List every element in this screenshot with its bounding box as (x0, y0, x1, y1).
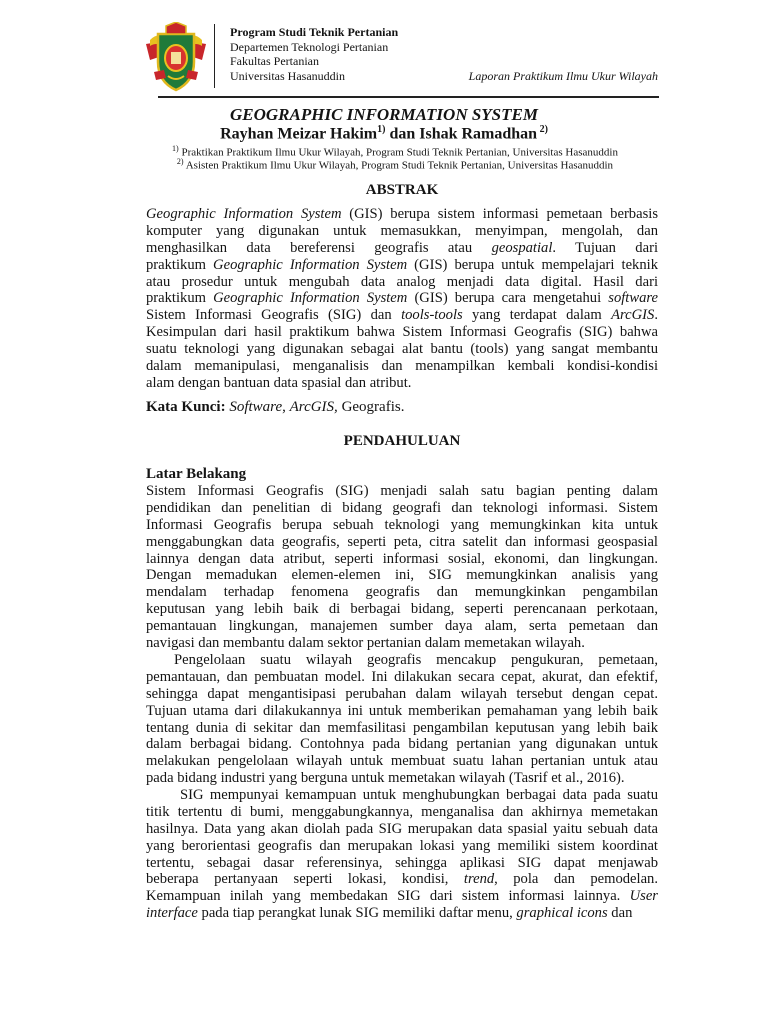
text-line (146, 821, 658, 838)
abstract-heading: ABSTRAK (365, 182, 439, 198)
text-run: tertentu, sebagai dasar referensinya, sehingga aplikasi SIG dapat menjawab (146, 854, 658, 871)
text-line (146, 240, 658, 257)
text-run: software (608, 290, 658, 307)
text-line (146, 720, 658, 737)
text-run: hasilnya. Data yang akan diolah pada SIG merupakan data spasial yaitu sebuah data (146, 820, 658, 837)
text-line (146, 838, 658, 855)
text-run: menggabungkan data geografis, seperti peta, citra satelit dan informasi geospasial (146, 533, 658, 550)
text-run: dan (607, 905, 633, 922)
text-line (146, 855, 658, 872)
text-run: SIG mempunyai kemampuan untuk menghubungkan berbagai data pada suatu (180, 787, 658, 803)
text-line (146, 652, 658, 669)
text-run: yang berorientasi geografis dan merupakan lokasi yang memiliki sistem koordinat (146, 837, 658, 854)
author-conjunction: dan (385, 125, 420, 143)
text-run: navigasi dan membantu dalam sektor pertanian dalam memetakan wilayah. (146, 635, 585, 652)
text-run: Sistem Informasi Geografis (SIG) dan (146, 307, 402, 324)
text-run: Kesimpulan dari hasil praktikum bahwa Sistem Informasi Geografis (SIG) bahwa (146, 324, 658, 341)
author-2: Ishak Ramadhan (419, 125, 538, 143)
affiliation-1-mark: 1) (172, 144, 179, 153)
text-line (146, 517, 658, 534)
text-line (146, 274, 658, 291)
text-line (146, 905, 658, 922)
text-line (146, 358, 658, 375)
text-run: Sistem Informasi Geografis (SIG) menjadi salah satu bagian penting dalam (146, 483, 658, 499)
text-line (146, 290, 658, 307)
text-run: interface (146, 905, 198, 922)
keyword-software: Software (229, 399, 283, 415)
text-line (146, 567, 658, 584)
text-line (146, 736, 658, 753)
text-run: pada bidang industri yang berguna untuk memetakan wilayah (Tasrif et al., 2016). (146, 770, 625, 787)
text-run: keputusan yang lebih baik di berbagai bidang, seperti perencanaan perkotaan, (146, 601, 658, 618)
text-run: trend (463, 871, 495, 888)
text-run: . Tujuan dari (552, 239, 658, 256)
text-line (146, 770, 658, 787)
text-line (146, 804, 658, 821)
keyword-geografis: Geografis. (337, 399, 405, 415)
text-line (146, 500, 658, 517)
text-run: Pengelolaan suatu wilayah geografis mencakup pengukuran, pemetaan, (174, 652, 658, 668)
text-run: lainnya dengan data atribut, seperti informasi sosial, ekonomi, dan lingkungan. (146, 550, 658, 567)
text-run: dalam berbagai bidang. Contohnya pada bidang pertanian yang digunakan untuk (146, 736, 658, 753)
keyword-arcgis: ArcGIS, (289, 399, 338, 415)
text-line (146, 635, 658, 652)
institution-block (230, 25, 398, 83)
author-2-mark: 2) (537, 124, 548, 135)
text-run: atau prosedur untuk mengubah data analog menjadi data digital. Hasil dari (146, 273, 658, 290)
text-line (146, 206, 658, 223)
text-line (146, 257, 658, 274)
intro-paragraph-3 (146, 787, 658, 922)
text-line (146, 669, 658, 686)
author-line (0, 124, 768, 143)
text-run: pemantauan, dan pembuatan model. Ini dilakukan secara cepat, akurat, dan efektif, (146, 668, 658, 685)
text-run: suatu teknologi yang digunakan sebagai alat bantu (tools) yang sangat membantu (146, 341, 658, 358)
text-run: (GIS) berupa sistem informasi pemetaan berbasis (341, 206, 658, 222)
text-line (146, 375, 658, 392)
text-run: Informasi Geografis berupa sebuah teknologi yang memungkinkan kita untuk (146, 516, 658, 533)
author-1: Rayhan Meizar Hakim (220, 125, 378, 143)
university-name: Universitas Hasanuddin (230, 68, 345, 83)
text-run: Tujuan utama dari dilakukannya ini untuk memberikan pemahaman yang lebih baik (146, 702, 658, 719)
text-line (146, 483, 658, 500)
text-run: Geographic Information System (213, 290, 408, 307)
university-seal-logo (144, 22, 208, 92)
text-line (146, 753, 658, 770)
text-line (146, 787, 658, 804)
text-line (146, 686, 658, 703)
text-run: sehingga dapat mengantisipasi perubahan dalam wilayah tersebut dengan cepat. (146, 685, 658, 702)
text-line (146, 601, 658, 618)
text-run: . (654, 307, 658, 324)
affiliation-1-text: Praktikan Praktikum Ilmu Ukur Wilayah, Program Studi Teknik Pertanian, Universitas Hasanuddin (178, 146, 618, 159)
text-run: Dengan memadukan elemen-elemen ini, SIG memungkinkan analisis yang (146, 567, 658, 584)
text-run: alam dengan bantuan data spasial dan atribut. (146, 374, 412, 391)
affiliation-2-mark: 2) (176, 157, 184, 166)
program-name: Program Studi Teknik Pertanian (230, 25, 399, 39)
text-line (146, 551, 658, 568)
text-line (146, 223, 658, 240)
text-run: titik tertentu di bumi, menggabungkannya, menganalisa dan akhirnya memetakan (146, 803, 658, 820)
text-run: tentang dunia di sekitar dan memfasilitasi pengambilan keputusan yang lebih baik (146, 719, 658, 736)
text-run: pemantauan lingkungan, manajemen sumber daya alam, serta pemetaan dan (146, 618, 658, 635)
report-name: Laporan Praktikum Ilmu Ukur Wilayah (468, 69, 658, 83)
abstract-body (146, 206, 658, 392)
text-run: dalam memanipulasi, menganalisis dan menampilkan kembali kondisi-kondisi (146, 358, 658, 375)
author-1-mark: 1) (377, 124, 386, 135)
intro-paragraph-2 (146, 652, 658, 787)
text-run: beberapa pertanyaan seperti lokasi, kondisi, (146, 871, 464, 888)
document-header (144, 20, 660, 96)
text-run: graphical icons (516, 905, 608, 922)
text-run: mendalam terhadap fenomena geografis dan memungkinkan pengambilan (146, 584, 658, 601)
text-run: User (629, 888, 658, 905)
department-name: Departemen Teknologi Pertanian (230, 39, 389, 54)
text-run: Geographic Information System (146, 206, 342, 222)
text-run: Geographic Information System (213, 256, 408, 273)
text-line (146, 324, 658, 341)
text-run: (GIS) berupa cara mengetahui (407, 290, 609, 307)
introduction-heading: PENDAHULUAN (343, 433, 461, 449)
text-run: pendidikan dan penelitian di bidang geografi dan teknologi informasi. Sistem (146, 499, 658, 516)
text-line (146, 703, 658, 720)
keywords-label: Kata Kunci: (146, 399, 226, 415)
text-run: (GIS) berupa untuk mempelajari teknik (407, 256, 658, 273)
text-line (146, 307, 658, 324)
text-run: menghasilkan data bereferensi geografis atau (146, 239, 492, 256)
background-subheading: Latar Belakang (146, 466, 247, 482)
text-line (146, 341, 658, 358)
affiliation-2-text: Asisten Praktikum Ilmu Ukur Wilayah, Program Studi Teknik Pertanian, Universitas Hasanuddin (183, 159, 614, 172)
text-line (146, 618, 658, 635)
text-run: tools-tools (401, 307, 463, 324)
header-rule (158, 96, 659, 98)
text-run: yang terdapat dalam (462, 307, 612, 324)
text-run: geospatial (491, 239, 553, 256)
intro-paragraph-1 (146, 483, 658, 652)
text-run: pada tiap perangkat lunak SIG memiliki daftar menu, (197, 905, 517, 922)
text-line (146, 534, 658, 551)
text-run: komputer yang digunakan untuk memasukkan, menyimpan, mengolah, dan (146, 222, 658, 239)
text-line (146, 888, 658, 905)
text-run: praktikum (146, 256, 214, 273)
text-line (146, 584, 658, 601)
affiliation-2 (0, 157, 768, 172)
text-run: praktikum (146, 290, 214, 307)
faculty-name: Fakultas Pertanian (230, 54, 319, 68)
paper-title: GEOGRAPHIC INFORMATION SYSTEM (230, 105, 538, 124)
text-run: melakukan pengelolaan wilayah untuk membuat suatu lahan pertanian untuk atau (146, 753, 658, 770)
header-divider (214, 24, 215, 88)
text-run: , pola dan pemodelan. (494, 871, 659, 888)
text-run: Kemampuan inilah yang membedakan SIG dari sistem informasi lainnya. (146, 888, 630, 905)
text-line (146, 871, 658, 888)
keywords-line: Kata Kunci: Software, ArcGIS, Geografis. (146, 399, 405, 415)
text-run: ArcGIS (611, 307, 655, 324)
